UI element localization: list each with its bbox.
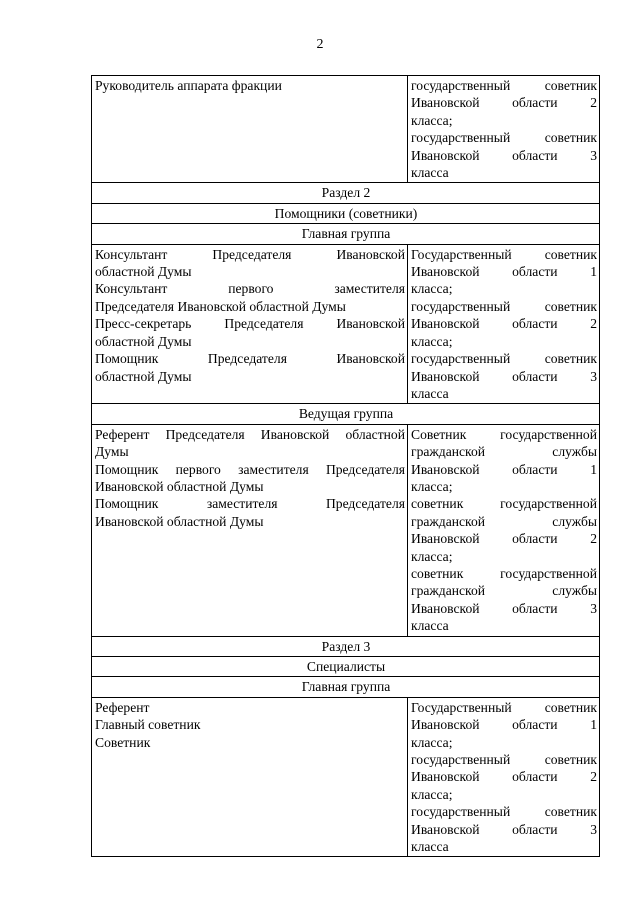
- rank-line: класса: [411, 165, 449, 181]
- position-line: Ивановской областной Думы: [95, 478, 264, 494]
- category-title: Специалисты: [92, 657, 600, 677]
- rank-cell: [408, 76, 600, 183]
- rank-line: государственный советник: [411, 804, 597, 820]
- rank-cell: [408, 244, 600, 404]
- rank-line: класса: [411, 618, 449, 634]
- rank-line: класса;: [411, 112, 453, 128]
- table-row: [92, 697, 600, 857]
- rank-line: Ивановской области 3: [411, 147, 597, 163]
- page-number: 2: [316, 37, 324, 52]
- group-title: Ведущая группа: [92, 404, 600, 424]
- rank-line: Ивановской области 1: [411, 264, 597, 280]
- position-line: Пресс-секретарь Председателя Ивановской: [95, 316, 405, 332]
- position-line: Советник: [95, 734, 151, 750]
- rank-line: Советник государственной: [411, 426, 597, 442]
- rank-line: гражданской службы: [411, 513, 597, 529]
- position-line: Ивановской областной Думы: [95, 513, 264, 529]
- position-cell: [92, 244, 408, 404]
- rank-line: класса;: [411, 786, 453, 802]
- position-cell: [92, 76, 408, 183]
- position-cell: [92, 424, 408, 636]
- position-line: Главный советник: [95, 717, 201, 733]
- rank-line: Ивановской области 3: [411, 821, 597, 837]
- position-line: Помощник первого заместителя Председателя: [95, 461, 405, 477]
- rank-line: Ивановской области 3: [411, 368, 597, 384]
- position-line: областной Думы: [95, 333, 192, 349]
- group-header-row: [92, 224, 600, 244]
- rank-line: государственный советник: [411, 752, 597, 768]
- position-cell: [92, 697, 408, 857]
- group-header-row: [92, 677, 600, 697]
- position-line: Помощник заместителя Председателя: [95, 496, 405, 512]
- group-header-row: [92, 404, 600, 424]
- position-line: Помощник Председателя Ивановской: [95, 351, 405, 367]
- rank-line: Ивановской области 2: [411, 95, 597, 111]
- position-line: Консультант первого заместителя: [95, 281, 405, 297]
- rank-line: класса;: [411, 478, 453, 494]
- position-line: Думы: [95, 444, 129, 460]
- rank-line: Ивановской области 3: [411, 600, 597, 616]
- table-row: [92, 244, 600, 404]
- rank-line: класса: [411, 839, 449, 855]
- section-title: Раздел 3: [92, 636, 600, 656]
- rank-line: государственный советник: [411, 351, 597, 367]
- rank-line: государственный советник: [411, 298, 597, 314]
- rank-line: государственный советник: [411, 130, 597, 146]
- rank-line: Ивановской области 2: [411, 531, 597, 547]
- position-line: Руководитель аппарата фракции: [95, 78, 282, 93]
- rank-cell: [408, 424, 600, 636]
- positions-table: [91, 75, 600, 857]
- position-line: Председателя Ивановской областной Думы: [95, 298, 346, 314]
- rank-line: гражданской службы: [411, 583, 597, 599]
- rank-line: гражданской службы: [411, 444, 597, 460]
- table-row: [92, 424, 600, 636]
- position-line: Консультант Председателя Ивановской: [95, 246, 405, 262]
- rank-line: класса;: [411, 333, 453, 349]
- rank-line: Ивановской области 1: [411, 461, 597, 477]
- rank-line: государственный советник: [411, 78, 597, 93]
- position-line: областной Думы: [95, 264, 192, 280]
- section-header-row: [92, 636, 600, 656]
- category-header-row: [92, 657, 600, 677]
- rank-line: Государственный советник: [411, 246, 597, 262]
- rank-line: Ивановской области 2: [411, 316, 597, 332]
- position-line: Референт Председателя Ивановской областной: [95, 426, 405, 442]
- rank-line: советник государственной: [411, 565, 597, 581]
- rank-line: советник государственной: [411, 496, 597, 512]
- group-title: Главная группа: [92, 677, 600, 697]
- rank-line: класса: [411, 385, 449, 401]
- section-header-row: [92, 183, 600, 203]
- rank-line: класса;: [411, 734, 453, 750]
- position-line: Референт: [95, 699, 150, 715]
- position-line: областной Думы: [95, 368, 192, 384]
- rank-line: Ивановской области 1: [411, 717, 597, 733]
- rank-line: класса;: [411, 281, 453, 297]
- group-title: Главная группа: [92, 224, 600, 244]
- rank-line: Государственный советник: [411, 699, 597, 715]
- rank-cell: [408, 697, 600, 857]
- rank-line: класса;: [411, 548, 453, 564]
- category-title: Помощники (советники): [92, 203, 600, 223]
- table-row: [92, 76, 600, 183]
- section-title: Раздел 2: [92, 183, 600, 203]
- rank-line: Ивановской области 2: [411, 769, 597, 785]
- category-header-row: [92, 203, 600, 223]
